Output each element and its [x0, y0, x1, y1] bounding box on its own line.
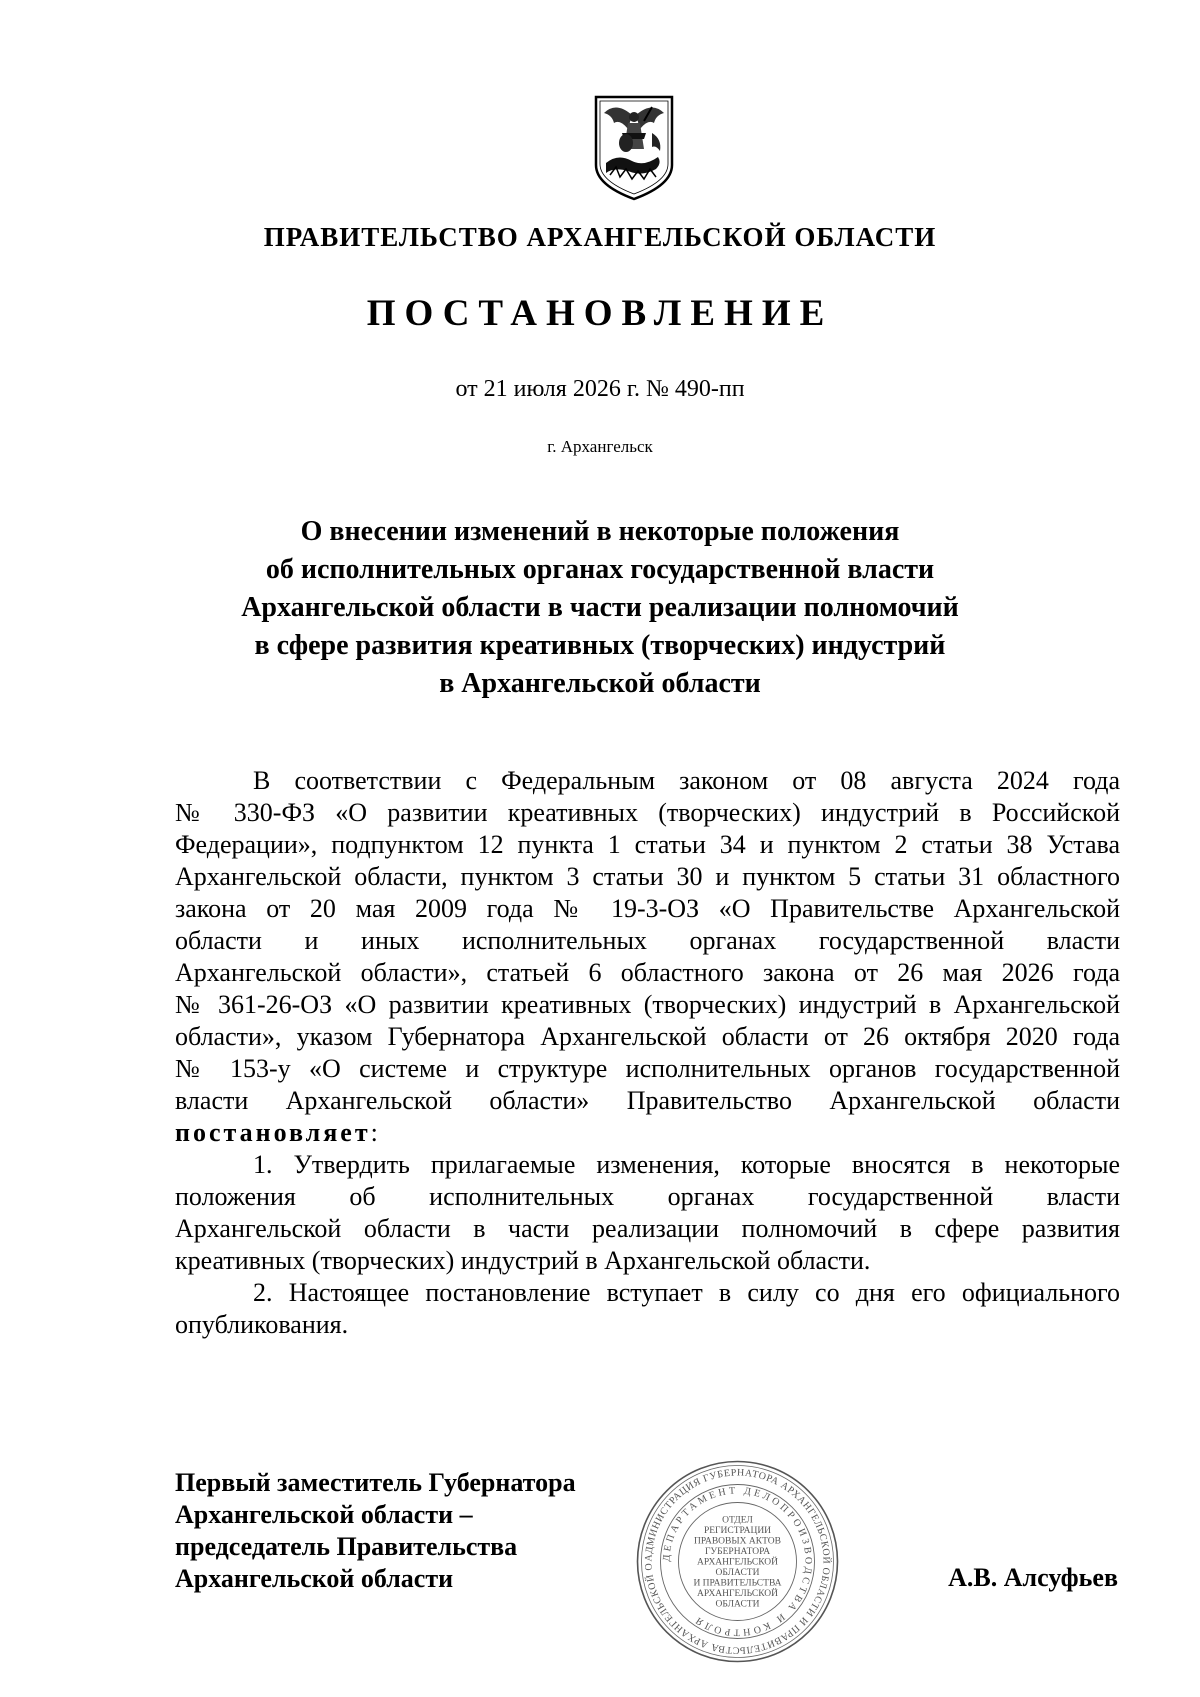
position-line: Архангельской области –	[175, 1500, 473, 1529]
title-line: в Архангельской области	[439, 668, 761, 699]
resolves-line	[175, 1117, 1120, 1149]
position-line: Архангельской области	[175, 1564, 454, 1593]
preamble-paragraph	[175, 765, 1120, 1149]
body-line: № 330-ФЗ «О развитии креативных (творческих) индустрий в Российской	[175, 798, 1120, 827]
body-line: Архангельской области», статьей 6 областного закона от 26 мая 2026 года	[175, 958, 1120, 987]
stamp-line: ОБЛАСТИ	[715, 1568, 760, 1578]
title-line: в сфере развития креативных (творческих) индустрий	[254, 630, 946, 661]
body-line: Архангельской области в части реализации полномочий в сфере развития	[175, 1214, 1120, 1243]
signatory-name: А.В. Алсуфьев	[948, 1563, 1118, 1592]
coat-of-arms-emblem	[592, 93, 676, 203]
item-2-paragraph	[175, 1277, 1120, 1341]
registration-stamp	[635, 1459, 840, 1664]
document-city: г. Архангельск	[547, 437, 653, 456]
stamp-line: И ПРАВИТЕЛЬСТВА	[693, 1578, 782, 1589]
stamp-line: ГУБЕРНАТОРА	[704, 1547, 771, 1557]
stamp-line: РЕГИСТРАЦИИ	[703, 1526, 772, 1536]
item-1-paragraph	[175, 1149, 1120, 1277]
position-line: председатель Правительства	[175, 1532, 518, 1561]
stamp-line: ПРАВОВЫХ АКТОВ	[694, 1536, 781, 1547]
resolves-word: постановляет	[175, 1118, 371, 1147]
stamp-line: АРХАНГЕЛЬСКОЙ	[696, 1589, 779, 1599]
position-line: Первый заместитель Губернатора	[175, 1468, 576, 1497]
body-line: № 361-26-ОЗ «О развитии креативных (творческих) индустрий в Архангельской	[175, 990, 1120, 1019]
organization-name: ПРАВИТЕЛЬСТВО АРХАНГЕЛЬСКОЙ ОБЛАСТИ	[263, 222, 937, 252]
document-title	[0, 513, 1200, 703]
body-line: закона от 20 мая 2009 года № 19-3-ОЗ «О Правительстве Архангельской	[175, 894, 1120, 923]
title-line: об исполнительных органах государственной власти	[265, 554, 935, 585]
title-line: Архангельской области в части реализации полномочий	[241, 592, 959, 623]
stamp-line: ОБЛАСТИ	[715, 1599, 760, 1610]
svg-text:АДМИНИСТРАЦИЯ ГУБЕРНАТОРА АРХА: АДМИНИСТРАЦИЯ ГУБЕРНАТОРА АРХАНГЕЛЬСКОЙ ОБЛАСТИ И ПРАВИТЕЛЬСТВА АРХАНГЕЛЬСКОЙ О	[643, 1467, 832, 1656]
body-line: креативных (творческих) индустрий в Архангельской области.	[175, 1246, 871, 1275]
document-date-number: от 21 июля 2026 г. № 490-пп	[455, 376, 745, 402]
stamp-line: АРХАНГЕЛЬСКОЙ	[696, 1557, 779, 1568]
body-line: области», указом Губернатора Архангельской области от 26 октября 2020 года	[175, 1022, 1120, 1051]
body-line: № 153-у «О системе и структуре исполнительных органов государственной	[175, 1054, 1120, 1083]
signatory-position	[175, 1467, 576, 1595]
svg-text:ДЕПАРТАМЕНТ ДЕЛОПРОИЗВОДСТВА И: ДЕПАРТАМЕНТ ДЕЛОПРОИЗВОДСТВА И КОНТРОЛЯ	[661, 1485, 814, 1638]
document-body	[175, 765, 1120, 1341]
body-line: опубликования.	[175, 1310, 349, 1339]
body-line: области и иных исполнительных органах государственной власти	[175, 926, 1120, 955]
title-line: О внесении изменений в некоторые положения	[300, 516, 900, 547]
body-line: положения об исполнительных органах государственной власти	[175, 1182, 1120, 1211]
body-line: Архангельской области, пунктом 3 статьи 30 и пунктом 5 статьи 31 областного	[175, 862, 1120, 891]
body-line: 2. Настоящее постановление вступает в силу со дня его официального	[253, 1278, 1120, 1307]
body-line: В соответствии с Федеральным законом от 08 августа 2024 года	[253, 766, 1120, 795]
stamp-line: ОТДЕЛ	[722, 1515, 753, 1526]
document-type: ПОСТАНОВЛЕНИЕ	[366, 293, 834, 334]
body-line: 1. Утвердить прилагаемые изменения, которые вносятся в некоторые	[253, 1150, 1120, 1179]
body-line: власти Архангельской области» Правительство Архангельской области	[175, 1086, 1120, 1115]
resolves-colon: :	[370, 1118, 378, 1147]
body-line: Федерации», подпунктом 12 пункта 1 статьи 34 и пунктом 2 статьи 38 Устава	[175, 830, 1120, 859]
